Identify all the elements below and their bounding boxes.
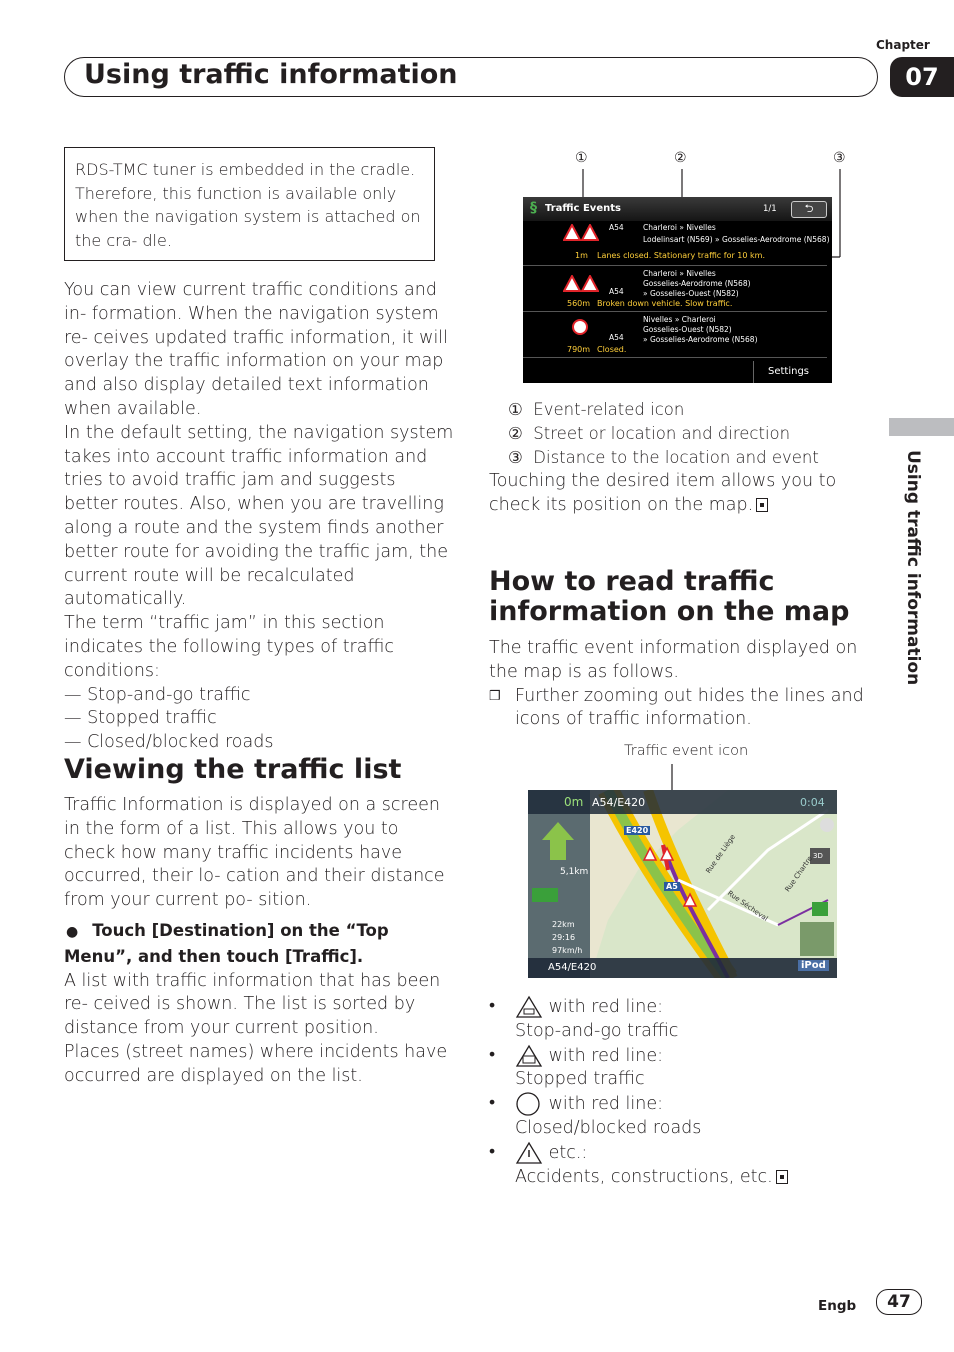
row-line-1: Charleroi » Nivelles bbox=[643, 223, 716, 232]
row-event: Lanes closed. Stationary traffic for 10 km. bbox=[597, 251, 765, 260]
list-item: • etc.: Accidents, constructions, etc. bbox=[489, 1141, 879, 1190]
triangle-stopped-car-icon bbox=[515, 1044, 543, 1068]
trip-time: 29:16 bbox=[552, 933, 576, 942]
triangle-warning-icon bbox=[515, 1141, 543, 1165]
intro-paragraph-3: The term “traffic jam” in this section indicates the following types of traffic conditions: bbox=[64, 613, 395, 681]
trip-speed: 97km/h bbox=[552, 946, 583, 955]
row-distance: 790m bbox=[567, 345, 591, 354]
legend-number: ② bbox=[508, 424, 523, 443]
row-distance: 1m bbox=[575, 251, 588, 260]
next-distance: 5,1km bbox=[560, 867, 589, 877]
legend-item bbox=[508, 446, 848, 470]
note-box: RDS-TMC tuner is embedded in the cradle. Therefore, this function is available only when the navigation system is attached on the cra- dle. bbox=[64, 147, 435, 261]
icon-label: etc.: bbox=[548, 1142, 588, 1163]
row-event: Broken down vehicle. Slow traffic. bbox=[597, 299, 733, 308]
map-screen bbox=[528, 790, 837, 978]
map-text bbox=[489, 637, 879, 732]
callout-number-3: ③ bbox=[833, 150, 846, 166]
triangle-car-icon bbox=[563, 224, 599, 242]
icon-description: Stopped traffic bbox=[515, 1069, 645, 1090]
legend-number: ③ bbox=[508, 448, 523, 467]
row-line-3: » Gosselies-Ouest (N582) bbox=[643, 289, 739, 298]
page-number: 47 bbox=[876, 1289, 922, 1315]
street-label: Rue de Liège bbox=[704, 833, 738, 875]
screen-title: Traffic Events bbox=[545, 203, 621, 214]
icon-list bbox=[489, 995, 879, 1189]
back-button[interactable]: ⮌ bbox=[791, 201, 827, 218]
map-paragraph: The traffic event information displayed on the map is as follows. bbox=[489, 638, 858, 682]
legend-number: ① bbox=[508, 400, 523, 419]
triangle-car-icon bbox=[515, 995, 543, 1019]
traffic-list-paragraph-3: Places (street names) where incidents have occurred are displayed on the list. bbox=[64, 1041, 448, 1086]
row-line-2: Gosselies-Aerodrome (N568) bbox=[643, 279, 751, 288]
step-text: Touch [Destination] on the “Top Menu”, and then touch [Traffic]. bbox=[64, 920, 389, 966]
row-distance: 560m bbox=[567, 299, 591, 308]
road-sign-a5: A5 bbox=[666, 882, 678, 891]
view-3d-button[interactable]: 3D bbox=[813, 852, 823, 860]
no-entry-circle-icon bbox=[515, 1092, 543, 1116]
touch-note-text: Touching the desired item allows you to check its position on the map. bbox=[489, 471, 837, 515]
legend-text: Distance to the location and event bbox=[533, 448, 819, 467]
time-readout: 0:04 bbox=[800, 796, 825, 809]
intro-paragraph-2: In the default setting, the navigation system takes into account traffic information and tries to avoid traffic jam and suggests better routes. Also, when you are travelling along a route and the system finds another better route for avoiding the traffic jam, the current route will be recalculated automatically. bbox=[64, 422, 454, 610]
screen-title-bar bbox=[523, 197, 832, 221]
callout-number-2: ② bbox=[674, 150, 687, 166]
language-code: Engb bbox=[818, 1298, 857, 1314]
intro-paragraph-1: You can view current traffic conditions and in- formation. When the navigation system re- ceives updated traffic information, it will overlay the traffic information on your map and also display detailed text information when available. bbox=[64, 280, 449, 419]
legend bbox=[508, 398, 848, 470]
step-instruction bbox=[64, 919, 454, 970]
traffic-row[interactable] bbox=[523, 221, 830, 266]
traffic-row[interactable] bbox=[523, 313, 827, 358]
row-line-1: Nivelles » Charleroi bbox=[643, 315, 716, 324]
triangle-car-icon bbox=[563, 275, 599, 293]
note-text: Further zooming out hides the lines and icons of traffic information. bbox=[515, 685, 864, 730]
end-mark-icon bbox=[756, 498, 768, 512]
traffic-list-text bbox=[64, 794, 454, 1089]
page-title: Using traffic information bbox=[84, 59, 458, 90]
section-heading-map bbox=[489, 567, 849, 627]
icon-description: Stop-and-go traffic bbox=[515, 1020, 679, 1041]
traffic-events-screen bbox=[523, 197, 832, 383]
row-road: A54 bbox=[609, 333, 624, 342]
note-symbol-icon: ❒ bbox=[489, 688, 501, 704]
traffic-list-paragraph-2: A list with traffic information that has been re- ceived is shown. The list is sorted by distance from your current position. bbox=[64, 970, 441, 1039]
no-entry-circle-icon bbox=[571, 318, 589, 336]
legend-item bbox=[508, 398, 848, 422]
chapter-number: 07 bbox=[890, 57, 954, 97]
row-road: A54 bbox=[609, 223, 624, 232]
callout-number-1: ① bbox=[575, 150, 588, 166]
street-label: Rue Chartre bbox=[783, 854, 815, 894]
side-tab-text: Using traffic information bbox=[903, 450, 923, 686]
list-item: • with red line: Stopped traffic bbox=[489, 1044, 663, 1090]
traffic-logo-icon: § bbox=[530, 200, 537, 216]
list-item: — Stopped traffic bbox=[64, 708, 217, 729]
heading-line: information on the map bbox=[489, 596, 850, 627]
street-label: Rue Sécheval bbox=[725, 889, 770, 923]
row-line-2: Gosselies-Ouest (N582) bbox=[643, 325, 732, 334]
icon-label: with red line: bbox=[548, 1094, 663, 1115]
row-line-1: Charleroi » Nivelles bbox=[643, 269, 716, 278]
distance-readout: 0m bbox=[564, 795, 584, 809]
trip-distance: 22km bbox=[552, 920, 575, 929]
settings-label: Settings bbox=[768, 366, 810, 377]
row-line-2: Lodelinsart (N569) » Gosselies-Aerodrome (N568) bbox=[643, 235, 830, 244]
row-event: Closed. bbox=[597, 345, 627, 354]
icon-label: with red line: bbox=[548, 1045, 663, 1066]
traffic-list-paragraph-1: Traffic Information is displayed on a screen in the form of a list. This allows you to check how many traffic incidents have occurred, their lo- cation and their distance from your current po- sition. bbox=[64, 795, 445, 911]
row-road: A54 bbox=[609, 287, 624, 296]
chapter-label: Chapter bbox=[876, 38, 930, 52]
settings-button[interactable] bbox=[753, 361, 833, 383]
end-mark-icon bbox=[776, 1170, 788, 1184]
list-item: — Stop-and-go traffic bbox=[64, 684, 251, 705]
road-sign-e420: E420 bbox=[626, 826, 649, 835]
current-road: A54/E420 bbox=[592, 796, 646, 809]
page-indicator: 1/1 bbox=[763, 204, 777, 214]
icon-description: Accidents, constructions, etc. bbox=[515, 1166, 773, 1187]
map-callout: Traffic event icon bbox=[624, 743, 749, 759]
legend-item bbox=[508, 422, 848, 446]
legend-text: Event-related icon bbox=[533, 400, 685, 419]
traffic-row[interactable] bbox=[523, 267, 827, 312]
list-item: — Closed/blocked roads bbox=[64, 732, 274, 753]
touch-note bbox=[489, 470, 879, 518]
intro-text bbox=[64, 279, 454, 755]
list-item: • with red line: Closed/blocked roads bbox=[489, 1093, 702, 1138]
icon-description: Closed/blocked roads bbox=[515, 1117, 702, 1138]
bottom-road: A54/E420 bbox=[548, 962, 597, 973]
icon-label: with red line: bbox=[548, 997, 663, 1017]
step-bullet: ● bbox=[66, 923, 79, 940]
ipod-button[interactable]: iPod bbox=[798, 960, 829, 971]
legend-text: Street or location and direction bbox=[533, 424, 791, 443]
section-heading-traffic-list: Viewing the traffic list bbox=[64, 754, 402, 785]
list-item: • with red line: Stop-and-go traffic bbox=[489, 996, 679, 1041]
heading-line: How to read traffic bbox=[489, 566, 775, 597]
row-line-3: » Gosselies-Aerodrome (N568) bbox=[643, 335, 758, 344]
side-tab bbox=[889, 418, 954, 436]
map-note bbox=[489, 685, 879, 733]
